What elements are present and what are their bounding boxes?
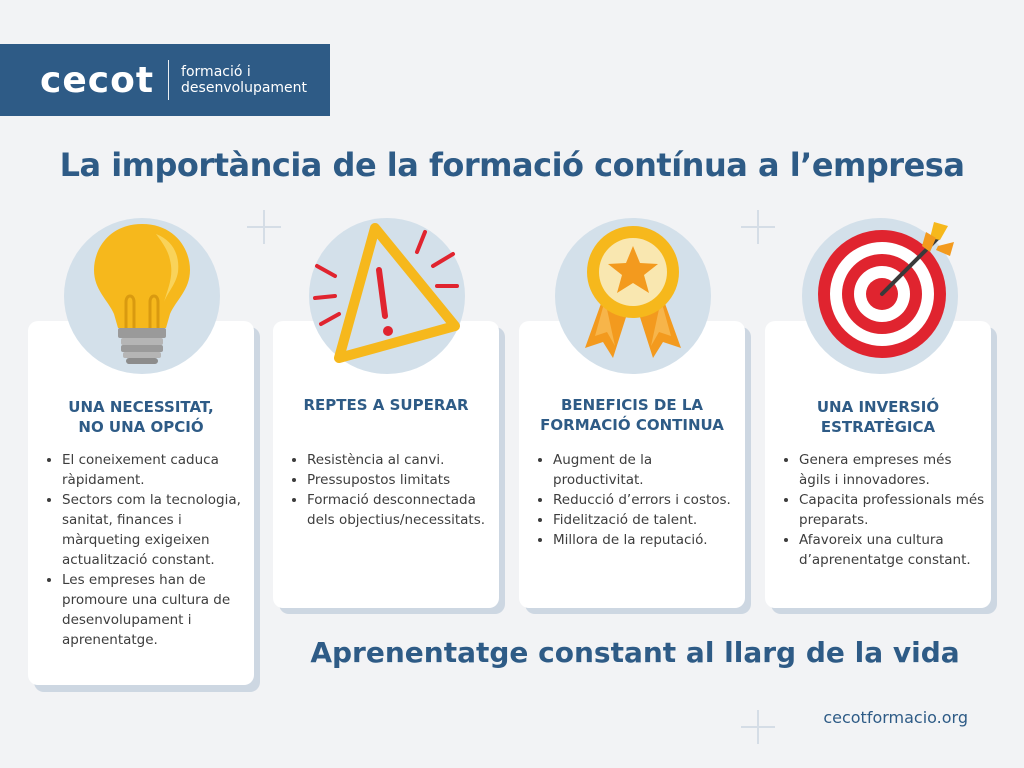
card-necessitat bbox=[28, 321, 254, 685]
bullet-item: • Resistència al canvi. bbox=[307, 450, 493, 470]
logo-wordmark: cecot bbox=[40, 59, 155, 101]
bullet-item: • Augment de la productivitat. bbox=[553, 450, 739, 490]
target-icon bbox=[802, 218, 958, 374]
logo-divider bbox=[168, 60, 169, 100]
bullet-list bbox=[289, 450, 493, 530]
bullet-list bbox=[44, 450, 248, 650]
website-link[interactable]: cecotformacio.org bbox=[823, 708, 968, 727]
award-medal-icon bbox=[555, 218, 711, 374]
bullet-item: • El coneixement caduca ràpidament. bbox=[62, 450, 248, 490]
bullet-item: • Fidelització de talent. bbox=[553, 510, 739, 530]
bullet-item: • Formació desconnectada dels objectius/necessitats. bbox=[307, 490, 493, 530]
card-title: BENEFICIS DE LA FORMACIÓ CONTINUA bbox=[540, 396, 724, 434]
bullet-item: • Genera empreses més àgils i innovadores. bbox=[799, 450, 985, 490]
plus-decoration-icon bbox=[741, 710, 775, 744]
slogan-heading: Aprenentatge constant al llarg de la vida bbox=[310, 636, 960, 669]
brand-logo bbox=[0, 44, 330, 116]
bullet-list bbox=[781, 450, 985, 570]
card-title: UNA INVERSIÓ ESTRATÈGICA bbox=[816, 398, 940, 436]
lightbulb-icon bbox=[64, 218, 220, 374]
bullet-item: • Pressupostos limitats bbox=[307, 470, 493, 490]
warning-icon bbox=[309, 218, 465, 374]
bullet-item: • Les empreses han de promoure una cultura de desenvolupament i aprenentatge. bbox=[62, 570, 248, 650]
plus-decoration-icon bbox=[741, 210, 775, 244]
plus-decoration-icon bbox=[247, 210, 281, 244]
bullet-item: • Afavoreix una cultura d’aprenentatge constant. bbox=[799, 530, 985, 570]
bullet-list bbox=[535, 450, 739, 550]
page-title: La importància de la formació contínua a l’empresa bbox=[59, 146, 965, 184]
bullet-item: • Millora de la reputació. bbox=[553, 530, 739, 550]
bullet-item: • Reducció d’errors i costos. bbox=[553, 490, 739, 510]
card-title: UNA NECESSITAT, NO UNA OPCIÓ bbox=[68, 398, 214, 436]
logo-tagline: formació i desenvolupament bbox=[181, 64, 308, 96]
bullet-item: • Capacita professionals més preparats. bbox=[799, 490, 985, 530]
card-title: REPTES A SUPERAR bbox=[303, 396, 469, 414]
bullet-item: • Sectors com la tecnologia, sanitat, finances i màrqueting exigeixen actualització constant. bbox=[62, 490, 248, 570]
